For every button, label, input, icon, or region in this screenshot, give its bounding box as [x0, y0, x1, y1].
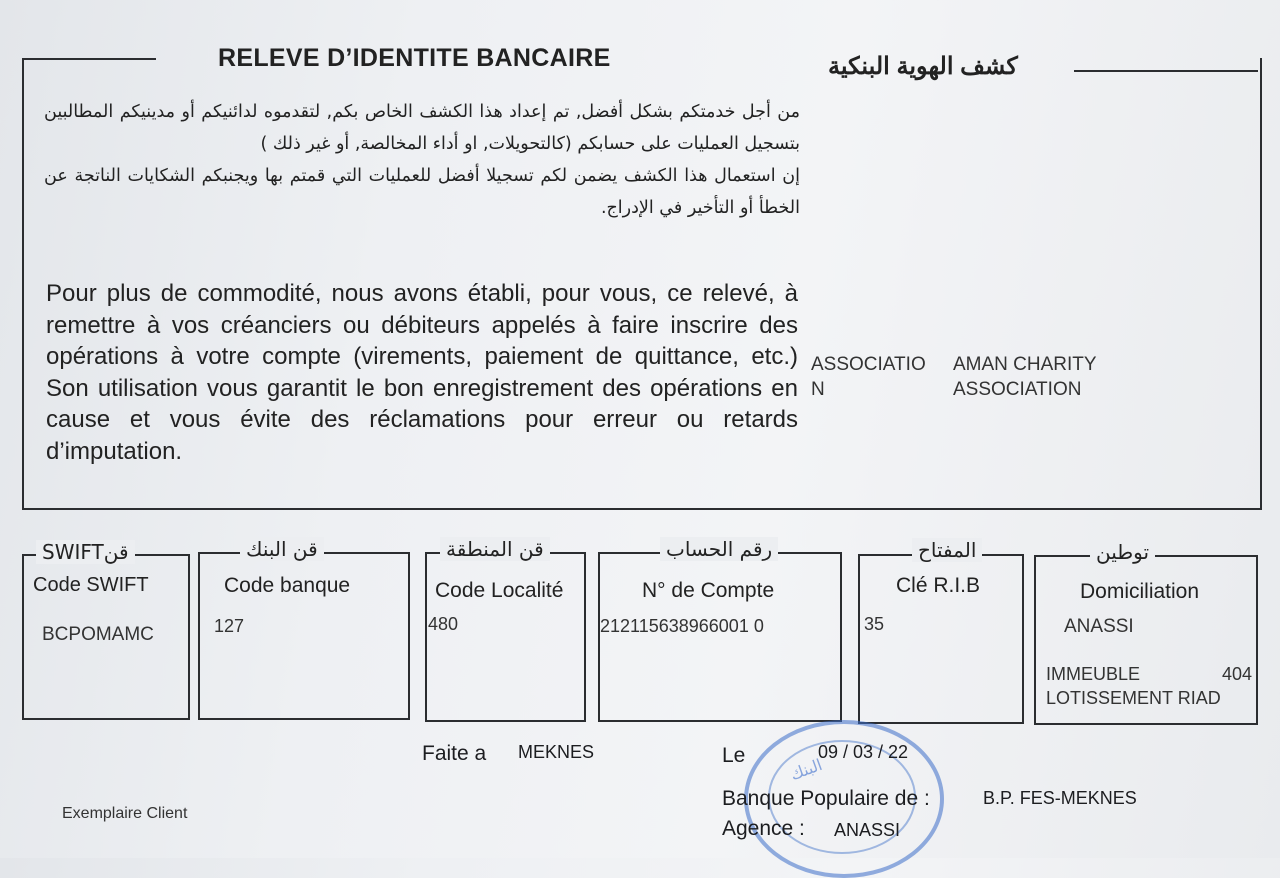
bank-label: Banque Populaire de : — [722, 787, 930, 810]
copy-label: Exemplaire Client — [62, 805, 188, 822]
domiciliation-address-line1: IMMEUBLE — [1046, 664, 1141, 684]
intro-arabic-p2: إن استعمال هذا الكشف يضمن لكم تسجيلا أفضل للعمليات التي قمتم بها ويجنبكم الشكايات الناتجة عن الخطأ أو التأخير في الإدراج. — [44, 166, 800, 218]
swift-value: BCPOMAMC — [42, 624, 154, 645]
locality-value: 480 — [428, 614, 459, 634]
bank-stamp-text: البنك — [787, 755, 825, 784]
intro-french: Pour plus de commodité, nous avons établi, pour vous, ce relevé, à remettre à vos créanciers ou débiteurs appelés à faire inscrire des opérations à votre compte (virements, paiement de quittance, etc.) Son utilisation vous garantit le bon enregistrement des opérations en cause et vous évite des réclamations pour erreur ou retards d’imputation. — [46, 280, 798, 465]
rib-key-value: 35 — [864, 614, 885, 634]
bank-code-label: Code banque — [224, 574, 351, 597]
locality-label-arabic: قن المنطقة — [440, 537, 550, 561]
page-title-arabic: كشف الهوية البنكية — [828, 53, 1018, 80]
date-label: Le — [722, 744, 746, 767]
frame-top-right — [1074, 70, 1258, 72]
account-label: N° de Compte — [642, 579, 775, 602]
domiciliation-value: ANASSI — [1064, 616, 1134, 637]
bank-value: B.P. FES-MEKNES — [983, 788, 1137, 808]
account-holder-part1: ASSOCIATIO N — [811, 354, 926, 400]
account-holder-part2: AMAN CHARITY ASSOCIATION — [953, 354, 1097, 400]
agence-value: ANASSI — [834, 820, 901, 840]
agence-label: Agence : — [722, 817, 805, 840]
bank-code-value: 127 — [214, 616, 245, 636]
locality-label: Code Localité — [435, 579, 564, 602]
page-title: RELEVE D’IDENTITE BANCAIRE — [218, 44, 611, 72]
swift-label-arabic: SWIFTقن — [36, 540, 135, 564]
domiciliation-address-number: 404 — [1222, 664, 1253, 684]
swift-label: Code SWIFT — [33, 574, 149, 596]
bank-code-label-arabic: قن البنك — [240, 537, 324, 561]
account-label-arabic: رقم الحساب — [660, 537, 778, 561]
faite-value: MEKNES — [518, 742, 595, 762]
domiciliation-address-line2: LOTISSEMENT RIAD — [1046, 688, 1221, 708]
account-box — [598, 552, 842, 722]
rib-key-label-arabic: المفتاح — [912, 538, 982, 562]
frame-top-left — [22, 58, 156, 60]
intro-arabic-p1: من أجل خدمتكم بشكل أفضل, تم إعداد هذا الكشف الخاص بكم, لتقدموه لدائنيكم أو مدينيكم المطالبين بتسجيل العمليات على حسابكم (كالتحويلات, او أداء المخالصة, أو غير ذلك ) — [44, 102, 800, 154]
rib-key-label: Clé R.I.B — [896, 574, 981, 597]
locality-box — [425, 552, 586, 722]
domiciliation-label-arabic: توطين — [1090, 540, 1155, 564]
faite-label: Faite a — [422, 742, 487, 765]
account-value: 212115638966001 0 — [600, 616, 764, 636]
date-value: 09 / 03 / 22 — [818, 742, 909, 762]
domiciliation-label: Domiciliation — [1080, 580, 1200, 603]
intro-arabic — [44, 96, 800, 224]
